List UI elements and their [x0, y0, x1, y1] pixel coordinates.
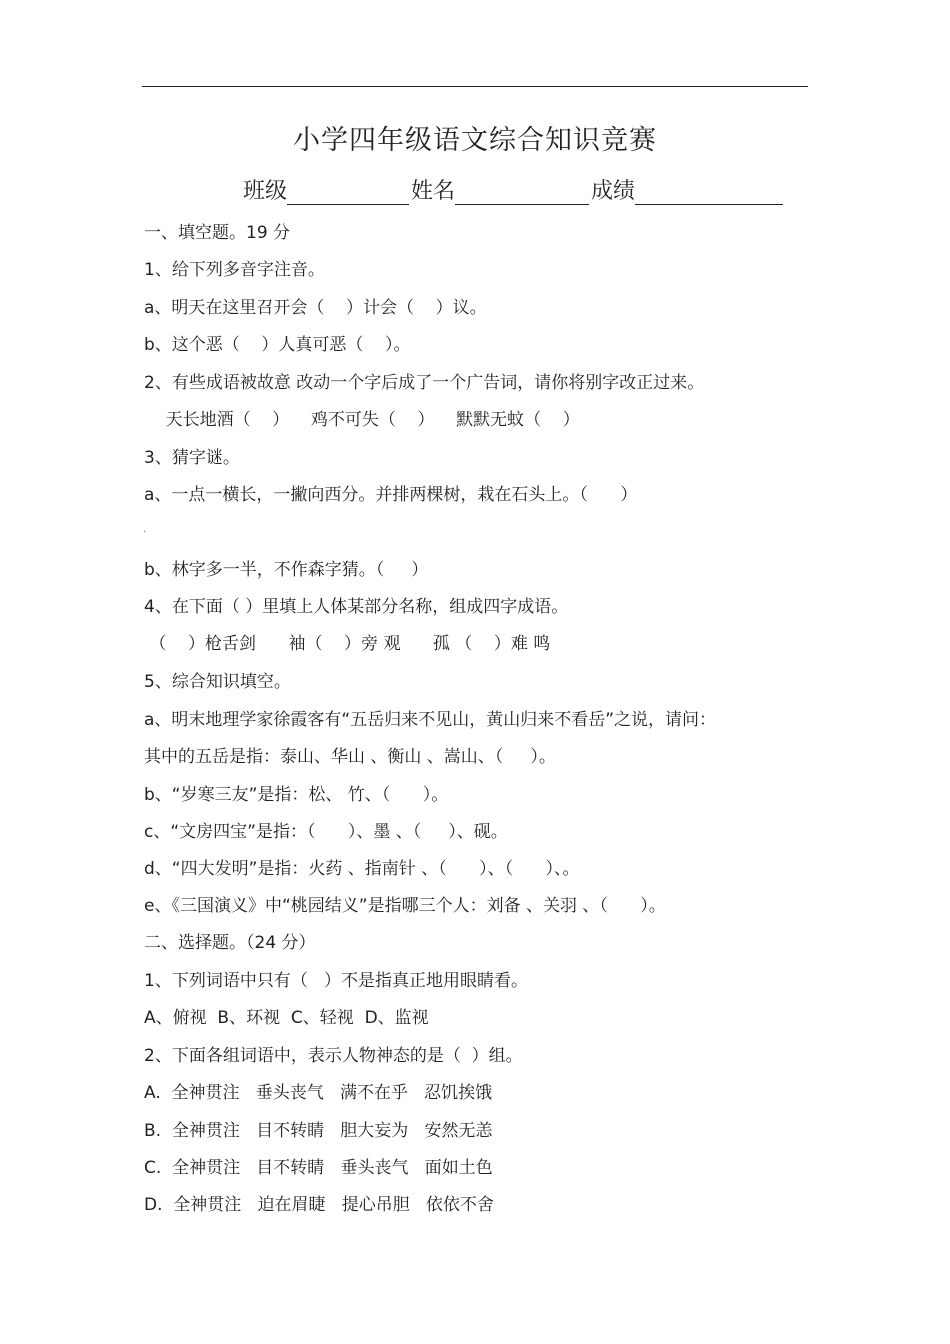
question-line: e、《三国演义》中“桃园结义”是指哪三个人：刘备 、关羽 、（ ）。 [144, 896, 666, 916]
question-line: 2、下面各组词语中，表示人物神态的是（ ）组。 [144, 1046, 523, 1066]
question-line: （ ）枪舌剑 袖（ ）旁 观 孤 （ ）难 鸣 [144, 634, 551, 654]
question-line: 3、猜字谜。 [144, 448, 240, 468]
question-line: 1、给下列多音字注音。 [144, 260, 325, 280]
class-blank[interactable] [287, 178, 409, 205]
question-line: 1、下列词语中只有（ ）不是指真正地用眼睛看。 [144, 971, 529, 991]
question-line: a、明末地理学家徐霞客有“五岳归来不见山，黄山归来不看岳”之说，请问： [144, 710, 717, 730]
option-line: A、俯视 B、环视 C、轻视 D、监视 [144, 1008, 429, 1028]
question-line: b、林字多一半，不作森字猜。（ ） [144, 560, 429, 580]
question-line: d、“四大发明”是指：火药 、指南针 、（ ）、（ ）、。 [144, 859, 580, 879]
page-title: 小学四年级语文综合知识竞赛 [293, 125, 657, 156]
question-line: 5、综合知识填空。 [144, 672, 291, 692]
question-line: 4、在下面（ ）里填上人体某部分名称，组成四字成语。 [144, 597, 569, 617]
question-line: a、一点一横长，一撇向西分。并排两棵树，栽在石头上。（ ） [144, 485, 638, 505]
question-line: a、明天在这里召开会（ ）计会（ ）议。 [144, 298, 487, 318]
section-heading: 二、选择题。（24 分） [144, 933, 316, 953]
question-line: b、“岁寒三友”是指：松、 竹、（ ）。 [144, 785, 449, 805]
score-blank[interactable] [635, 178, 783, 205]
class-label: 班级 [243, 179, 288, 204]
option-line: B. 全神贯注 目不转睛 胆大妄为 安然无恙 [144, 1121, 493, 1141]
section-heading: 一、填空题。19 分 [144, 223, 291, 243]
name-label: 姓名 [411, 179, 456, 204]
name-blank[interactable] [455, 178, 589, 205]
score-label: 成绩 [591, 179, 636, 204]
question-line: 2、有些成语被故意 改动一个字后成了一个广告词，请你将别字改正过来。 [144, 373, 705, 393]
option-line: D. 全神贯注 迫在眉睫 提心吊胆 依依不舍 [144, 1195, 494, 1215]
question-line: 其中的五岳是指：泰山、华山 、衡山 、嵩山、（ ）。 [144, 747, 556, 767]
header-rule [142, 86, 808, 87]
stray-mark: ' [144, 530, 146, 537]
option-line: C. 全神贯注 目不转睛 垂头丧气 面如土色 [144, 1158, 493, 1178]
student-info-row [243, 174, 785, 205]
question-line: 天长地酒（ ） 鸡不可失（ ） 默默无蚊（ ） [144, 410, 580, 430]
question-line: b、这个恶（ ）人真可恶（ ）。 [144, 335, 411, 355]
question-line: c、“文房四宝”是指：（ ）、墨 、（ ）、砚。 [144, 822, 508, 842]
option-line: A. 全神贯注 垂头丧气 满不在乎 忍饥挨饿 [144, 1083, 493, 1103]
